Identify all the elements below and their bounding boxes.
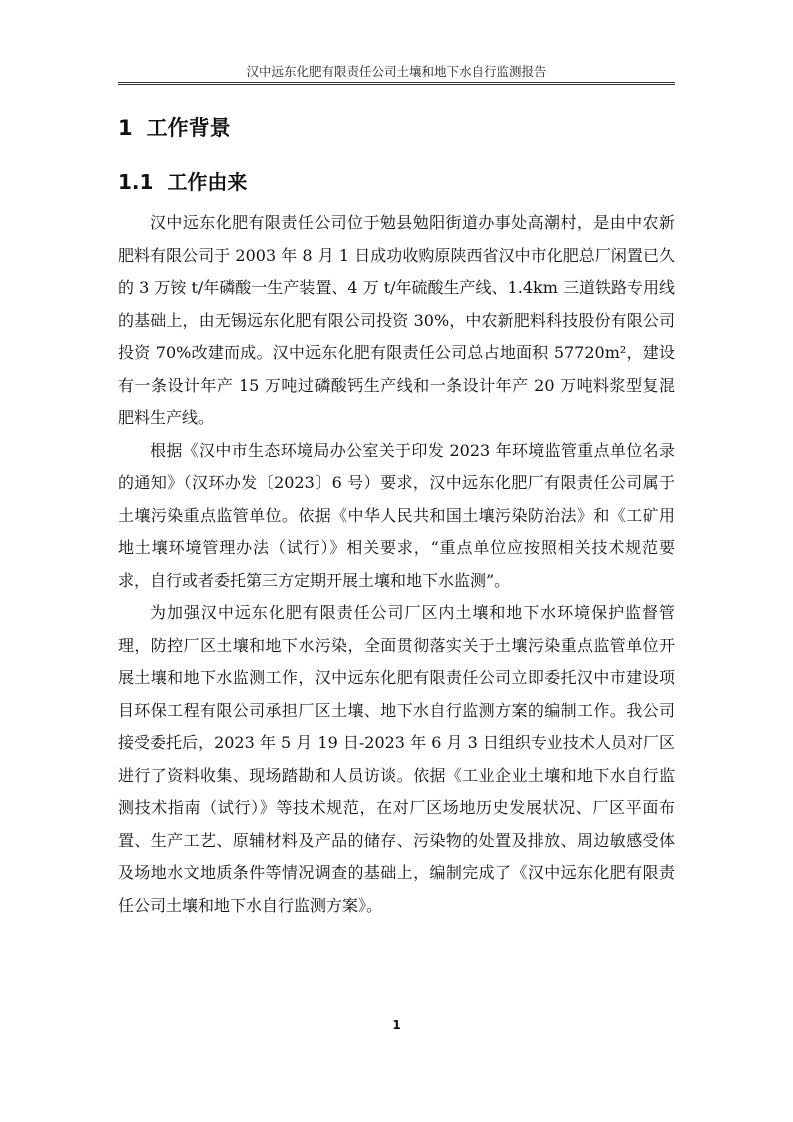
subsection-heading: [118, 168, 247, 196]
running-header: 汉中远东化肥有限责任公司土壤和地下水自行监测报告: [118, 62, 675, 83]
section-heading: [118, 114, 231, 142]
subsection-title: 工作由来: [167, 170, 248, 194]
subsection-number: 1.1: [118, 170, 154, 194]
paragraph: 根据《汉中市生态环境局办公室关于印发 2023 年环境监管重点单位名录的通知》（汉环办发〔2023〕6 号）要求，汉中远东化肥厂有限责任公司属于土壤污染重点监管单位。依据《中华人民共和国土壤污染防治法》和《工矿用地土壤环境管理办法（试行）》相关要求，“重点单位应按照相关技术规范要求，自行或者委托第三方定期开展土壤和地下水监测”。: [118, 440, 675, 590]
paragraph: 汉中远东化肥有限责任公司位于勉县勉阳街道办事处高潮村，是由中农新肥料有限公司于 2003 年 8 月 1 日成功收购原陕西省汉中市化肥总厂闲置已久的 3 万铵 t/年磷酸一生产装置、4 万 t/年硫酸生产线、1.4km 三道铁路专用线的基础上，由无锡远东化肥有限公司投资 30%，中农新肥料科技股份有限公司投资 70%改建而成。汉中远东化肥有限责任公司总占地面积 57720m²，建设有一条设计年产 15 万吨过磷酸钙生产线和一条设计年产 20 万吨料浆型复混肥料生产线。: [118, 213, 675, 427]
paragraph: 为加强汉中远东化肥有限责任公司厂区内土壤和地下水环境保护监督管理，防控厂区土壤和地下水污染，全面贯彻落实关于土壤污染重点监管单位开展土壤和地下水监测工作，汉中远东化肥有限责任公司立即委托汉中市建设项目环保工程有限公司承担厂区土壤、地下水自行监测方案的编制工作。我公司接受委托后，2023 年 5 月 19 日-2023 年 6 月 3 日组织专业技术人员对厂区进行了资料收集、现场踏勘和人员访谈。依据《工业企业土壤和地下水自行监测技术指南（试行）》等技术规范，在对厂区场地历史发展状况、厂区平面布置、生产工艺、原辅材料及产品的储存、污染物的处置及排放、周边敏感受体及场地水文地质条件等情况调查的基础上，编制完成了《汉中远东化肥有限责任公司土壤和地下水自行监测方案》。: [118, 603, 675, 915]
section-title: 工作背景: [146, 116, 231, 140]
page-number: 1: [392, 1018, 401, 1032]
body-text: [118, 207, 675, 922]
section-number: 1: [118, 116, 133, 140]
